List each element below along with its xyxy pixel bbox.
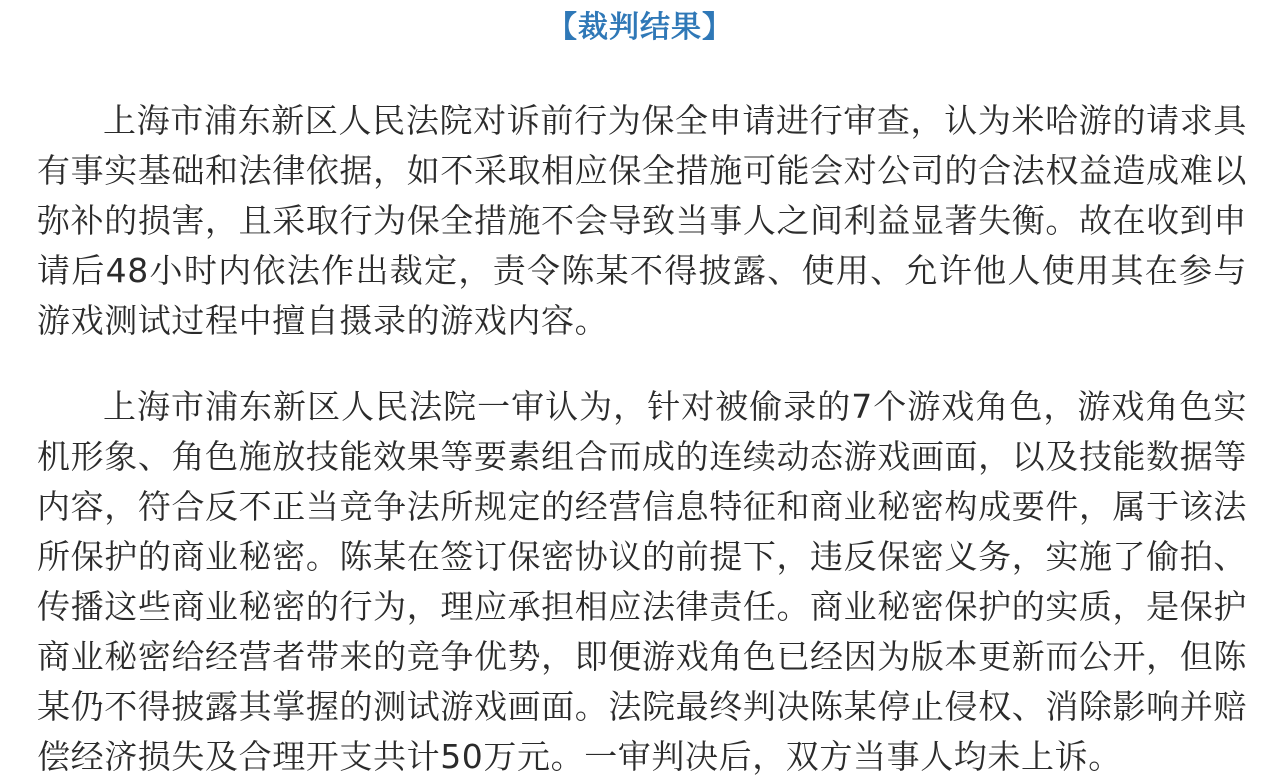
paragraph-pre-litigation-ruling: 上海市浦东新区人民法院对诉前行为保全申请进行审查，认为米哈游的请求具有事实基础和法律依据，如不采取相应保全措施可能会对公司的合法权益造成难以弥补的损害，且采取行为保全措施不会导致当事人之间利益显著失衡。故在收到申请后48小时内依法作出裁定，责令陈某不得披露、使用、允许他人使用其在参与游戏测试过程中擅自摄录的游戏内容。 xyxy=(37,101,1247,340)
section-heading: 【裁判结果】 xyxy=(547,10,733,45)
paragraph-first-instance-judgment: 上海市浦东新区人民法院一审认为，针对被偷录的7个游戏角色，游戏角色实机形象、角色施放技能效果等要素组合而成的连续动态游戏画面，以及技能数据等内容，符合反不正当竞争法所规定的经营信息特征和商业秘密构成要件，属于该法所保护的商业秘密。陈某在签订保密协议的前提下，违反保密义务，实施了偷拍、传播这些商业秘密的行为，理应承担相应法律责任。商业秘密保护的实质，是保护商业秘密给经营者带来的竞争优势，即便游戏角色已经因为版本更新而公开，但陈某仍不得披露其掌握的测试游戏画面。法院最终判决陈某停止侵权、消除影响并赔偿经济损失及合理开支共计50万元。一审判决后，双方当事人均未上诉。 xyxy=(37,387,1247,776)
